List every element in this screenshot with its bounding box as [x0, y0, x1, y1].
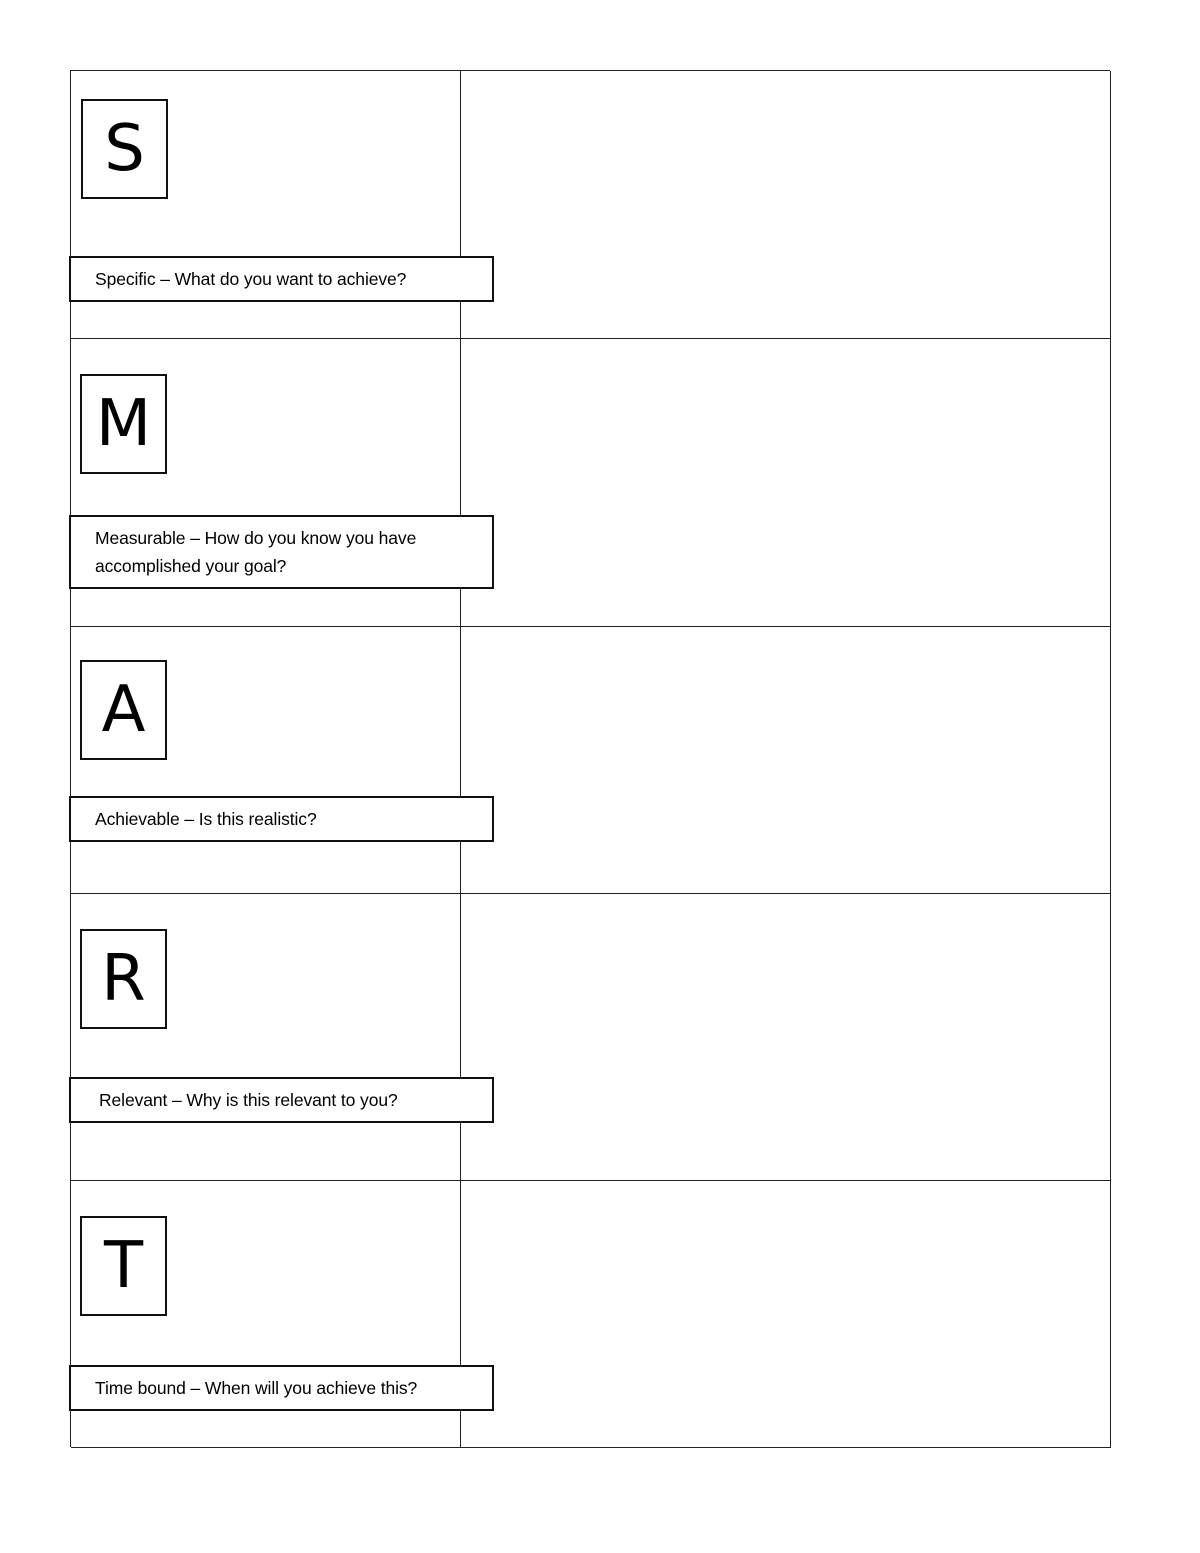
- letter: A: [101, 673, 146, 747]
- letter-box: [81, 99, 168, 199]
- answer-cell[interactable]: [461, 627, 1111, 893]
- smart-row-relevant: [71, 894, 1111, 1181]
- letter: T: [103, 1229, 144, 1303]
- letter-box: [80, 1216, 167, 1316]
- letter: S: [104, 112, 145, 186]
- prompt-text: Achievable – Is this realistic?: [95, 809, 317, 829]
- smart-row-measurable: [71, 339, 1111, 627]
- prompt-text: Relevant – Why is this relevant to you?: [99, 1090, 398, 1110]
- prompt-box: [69, 515, 494, 589]
- answer-cell[interactable]: [461, 1181, 1111, 1447]
- smart-row-achievable: [71, 627, 1111, 894]
- label-cell: [71, 339, 461, 626]
- prompt-box: [69, 796, 494, 842]
- letter: M: [95, 387, 152, 461]
- prompt-text: Specific – What do you want to achieve?: [95, 269, 407, 289]
- label-cell: [71, 71, 461, 338]
- prompt-box: [69, 1365, 494, 1411]
- letter-box: [80, 374, 167, 474]
- prompt-text: Time bound – When will you achieve this?: [95, 1378, 418, 1398]
- answer-cell[interactable]: [461, 339, 1111, 626]
- letter: R: [101, 942, 146, 1016]
- prompt-box: [69, 256, 494, 302]
- letter-box: [80, 660, 167, 760]
- answer-cell[interactable]: [461, 894, 1111, 1180]
- label-cell: [71, 1181, 461, 1447]
- smart-row-time-bound: [71, 1181, 1111, 1448]
- prompt-text: Measurable – How do you know you have accomplished your goal?: [95, 528, 417, 576]
- label-cell: [71, 894, 461, 1180]
- letter-box: [80, 929, 167, 1029]
- smart-row-specific: [71, 71, 1111, 339]
- prompt-box: [69, 1077, 494, 1123]
- smart-goal-table: [70, 70, 1110, 1447]
- answer-cell[interactable]: [461, 71, 1111, 338]
- label-cell: [71, 627, 461, 893]
